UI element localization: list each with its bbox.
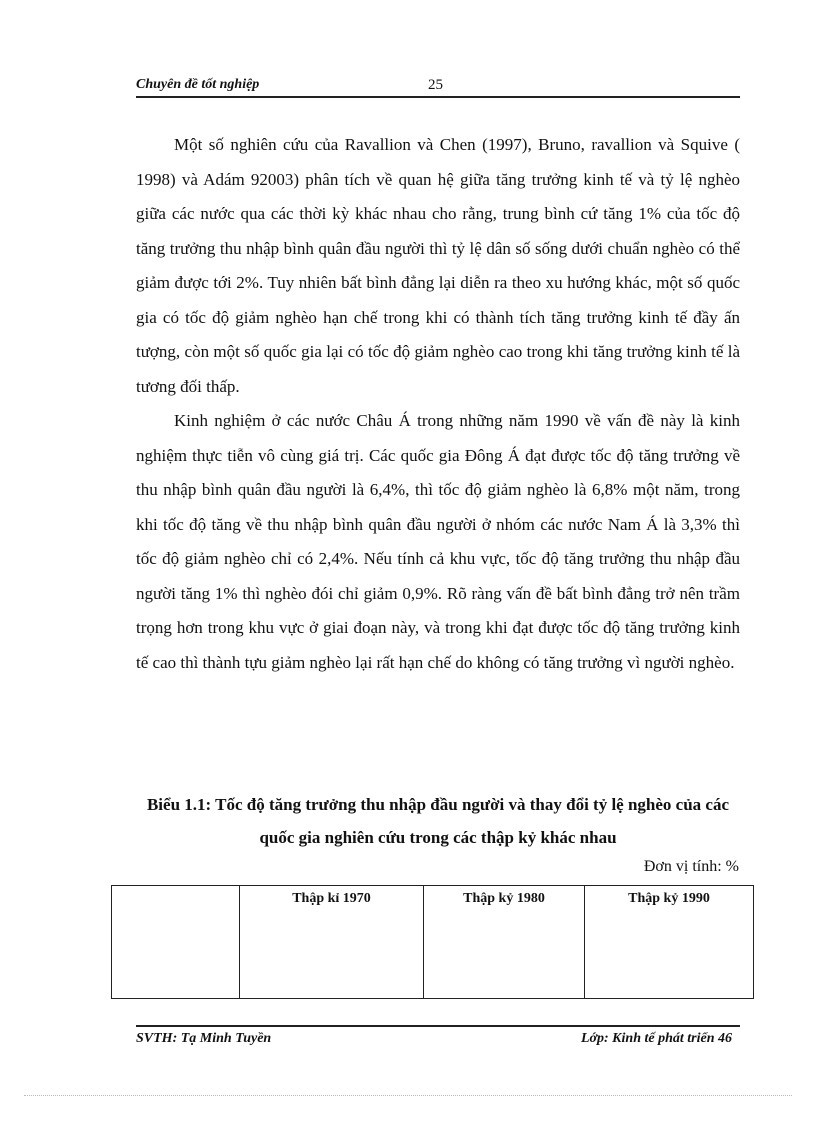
table-caption: Biểu 1.1: Tốc độ tăng trưởng thu nhập đầu người và thay đổi tỷ lệ nghèo của các quốc gia nghiên cứu trong các thập kỷ khác nhau <box>146 795 730 847</box>
footer-author: SVTH: Tạ Minh Tuyền <box>136 1031 272 1046</box>
table-header-cell: Thập kỉ 1970 <box>240 886 424 999</box>
page-footer <box>136 1025 740 1051</box>
data-table <box>111 885 754 999</box>
document-title: Chuyên đề tốt nghiệp <box>136 77 260 92</box>
paragraph: Một số nghiên cứu của Ravallion và Chen (1997), Bruno, ravallion và Squive ( 1998) và Adám 92003) phân tích về quan hệ giữa tăng trưởng kinh tế và tỷ lệ nghèo giữa các nước qua các thời kỳ khác nhau cho rằng, trung bình cứ tăng 1% của tốc độ tăng trưởng thu nhập bình quân đầu người thì tỷ lệ dân số sống dưới chuẩn nghèo có thể giảm được tới 2%. Tuy nhiên bất bình đẳng lại diễn ra theo xu hướng khác, một số quốc gia có tốc độ giảm nghèo hạn chế trong khi có thành tích tăng trưởng kinh tế đầy ấn tượng, còn một số quốc gia lại có tốc độ giảm nghèo cao trong khi tăng trưởng kinh tế là tương đối thấp. <box>136 135 740 396</box>
table-header-cell: Thập kỷ 1980 <box>424 886 585 999</box>
paragraph: Kinh nghiệm ở các nước Châu Á trong những năm 1990 về vấn đề này là kinh nghiệm thực tiễn vô cùng giá trị. Các quốc gia Đông Á đạt được tốc độ tăng trưởng về thu nhập bình quân đầu người là 6,4%, thì tốc độ giảm nghèo là 6,8% một năm, trong khi tốc độ tăng về thu nhập bình quân đầu người ở nhóm các nước Nam Á là 3,3% thì tốc độ giảm nghèo chỉ có 2,4%. Nếu tính cả khu vực, tốc độ tăng trưởng thu nhập đầu người tăng 1% thì nghèo đói chỉ giảm 0,9%. Rõ ràng vấn đề bất bình đẳng trở nên trầm trọng hơn trong khu vực ở giai đoạn này, và trong khi đạt được tốc độ tăng trưởng kinh tế cao thì thành tựu giảm nghèo lại rất hạn chế do không có tăng trưởng vì người nghèo. <box>136 411 740 672</box>
page-header <box>136 76 740 98</box>
table-header-row <box>112 886 754 999</box>
footer-class: Lớp: Kinh tế phát triển 46 <box>580 1031 732 1046</box>
unit-label: Đơn vị tính: % <box>643 858 739 875</box>
page-edge-divider <box>24 1095 792 1096</box>
page-number: 25 <box>428 77 443 93</box>
table-header-cell <box>112 886 240 999</box>
table-header-cell: Thập kỷ 1990 <box>585 886 754 999</box>
body-text <box>136 128 740 680</box>
